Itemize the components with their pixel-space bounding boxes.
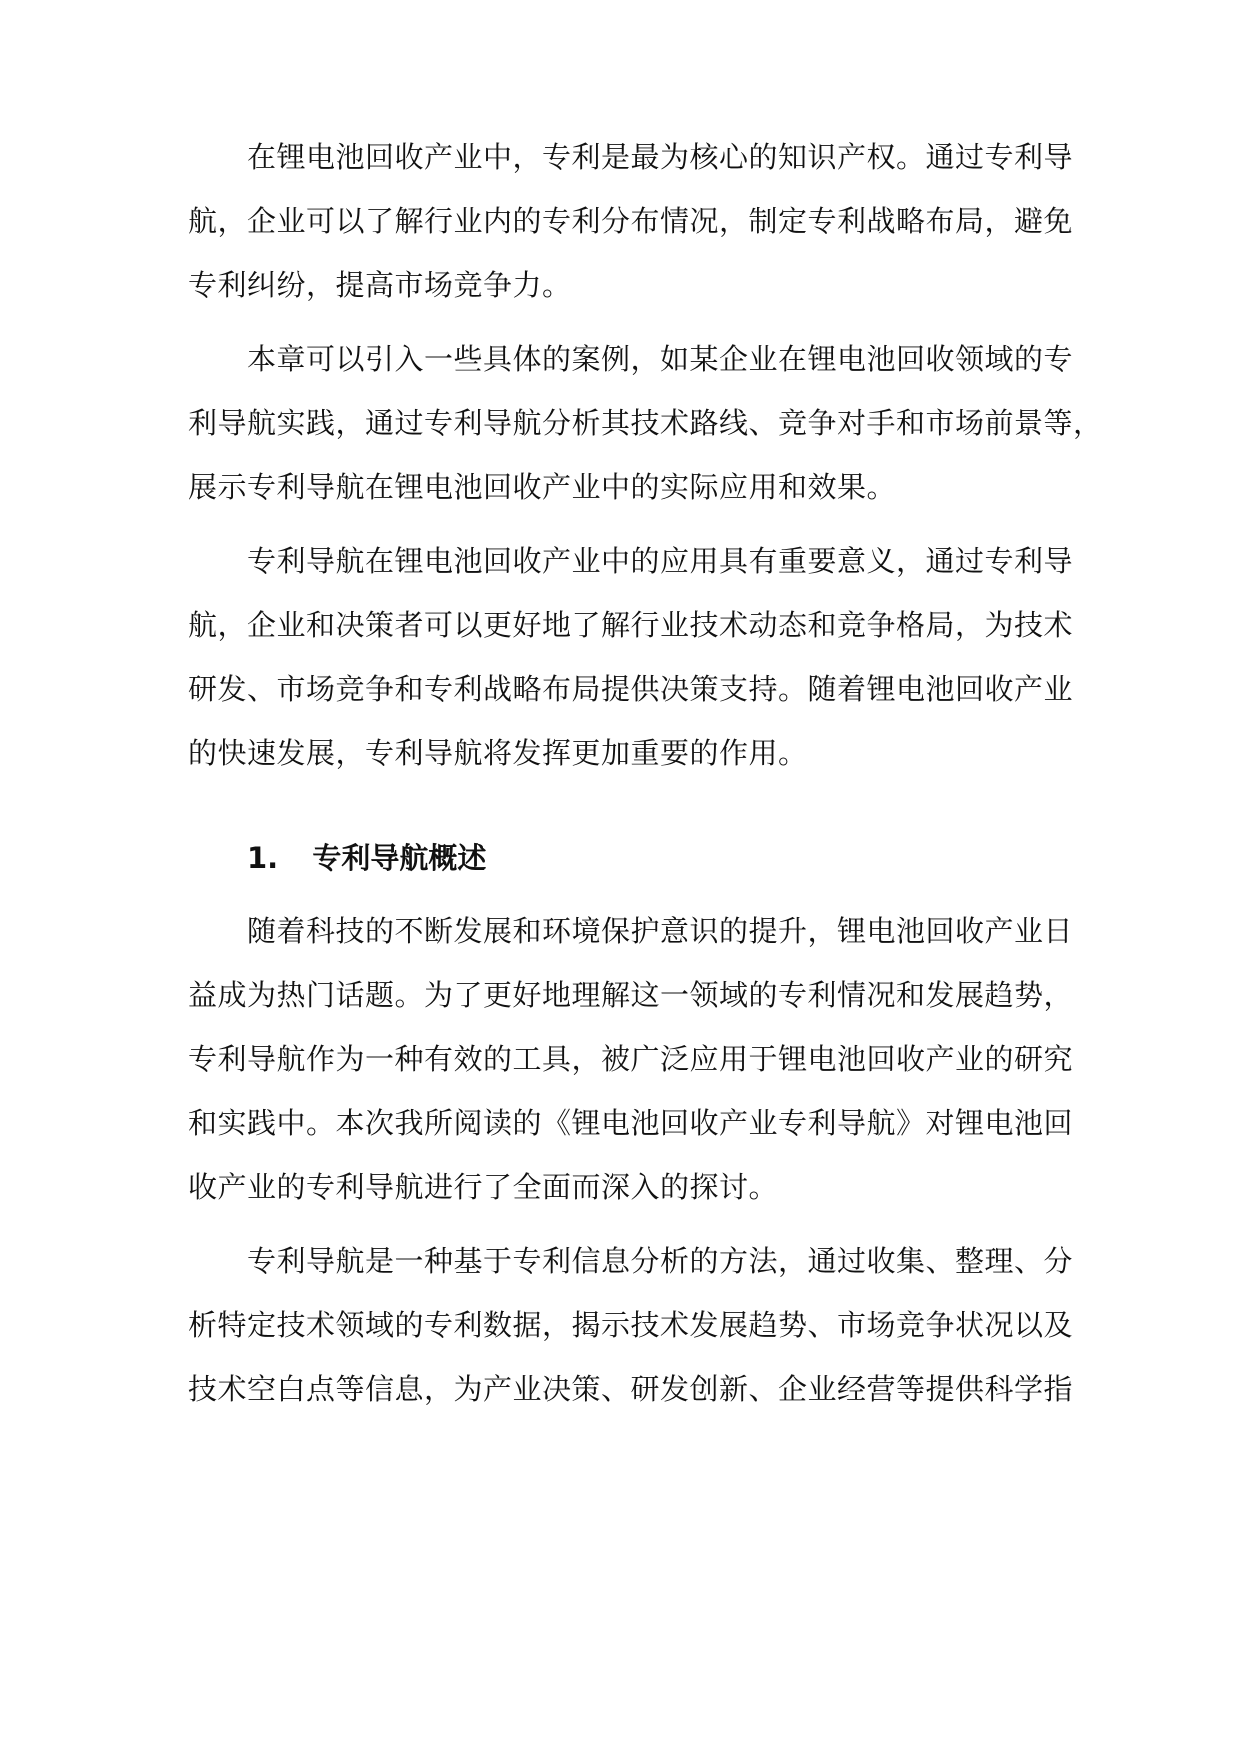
section-title: 专利导航概述 <box>312 841 487 875</box>
paragraph-4-line-3: 专利导航作为一种有效的工具，被广泛应用于锂电池回收产业的研究 <box>188 1042 1074 1076</box>
paragraph-4-line-2: 益成为热门话题。为了更好地理解这一领域的专利情况和发展趋势， <box>188 978 1074 1012</box>
paragraph-2-line-2: 利导航实践，通过专利导航分析其技术路线、竞争对手和市场前景等， <box>188 406 1103 440</box>
paragraph-1-line-3: 专利纠纷，提高市场竞争力。 <box>188 268 572 302</box>
section-number: 1. <box>247 841 279 875</box>
paragraph-3-line-3: 研发、市场竞争和专利战略布局提供决策支持。随着锂电池回收产业 <box>188 672 1074 706</box>
paragraph-5-line-3: 技术空白点等信息，为产业决策、研发创新、企业经营等提供科学指 <box>188 1372 1074 1406</box>
paragraph-3-line-2: 航，企业和决策者可以更好地了解行业技术动态和竞争格局，为技术 <box>188 608 1074 642</box>
paragraph-2-line-3: 展示专利导航在锂电池回收产业中的实际应用和效果。 <box>188 470 897 504</box>
paragraph-4-line-4: 和实践中。本次我所阅读的《锂电池回收产业专利导航》对锂电池回 <box>188 1106 1074 1140</box>
paragraph-5-line-1: 专利导航是一种基于专利信息分析的方法，通过收集、整理、分 <box>247 1244 1074 1278</box>
paragraph-4-line-5: 收产业的专利导航进行了全面而深入的探讨。 <box>188 1170 779 1204</box>
paragraph-1-line-2: 航，企业可以了解行业内的专利分布情况，制定专利战略布局，避免 <box>188 204 1074 238</box>
paragraph-2-line-1: 本章可以引入一些具体的案例，如某企业在锂电池回收领域的专 <box>247 342 1074 376</box>
paragraph-4-line-1: 随着科技的不断发展和环境保护意识的提升，锂电池回收产业日 <box>247 914 1074 948</box>
paragraph-5-line-2: 析特定技术领域的专利数据，揭示技术发展趋势、市场竞争状况以及 <box>188 1308 1074 1342</box>
section-heading <box>247 828 947 888</box>
paragraph-3-line-4: 的快速发展，专利导航将发挥更加重要的作用。 <box>188 736 808 770</box>
paragraph-3-line-1: 专利导航在锂电池回收产业中的应用具有重要意义，通过专利导 <box>247 544 1074 578</box>
paragraph-1-line-1: 在锂电池回收产业中，专利是最为核心的知识产权。通过专利导 <box>247 140 1074 174</box>
